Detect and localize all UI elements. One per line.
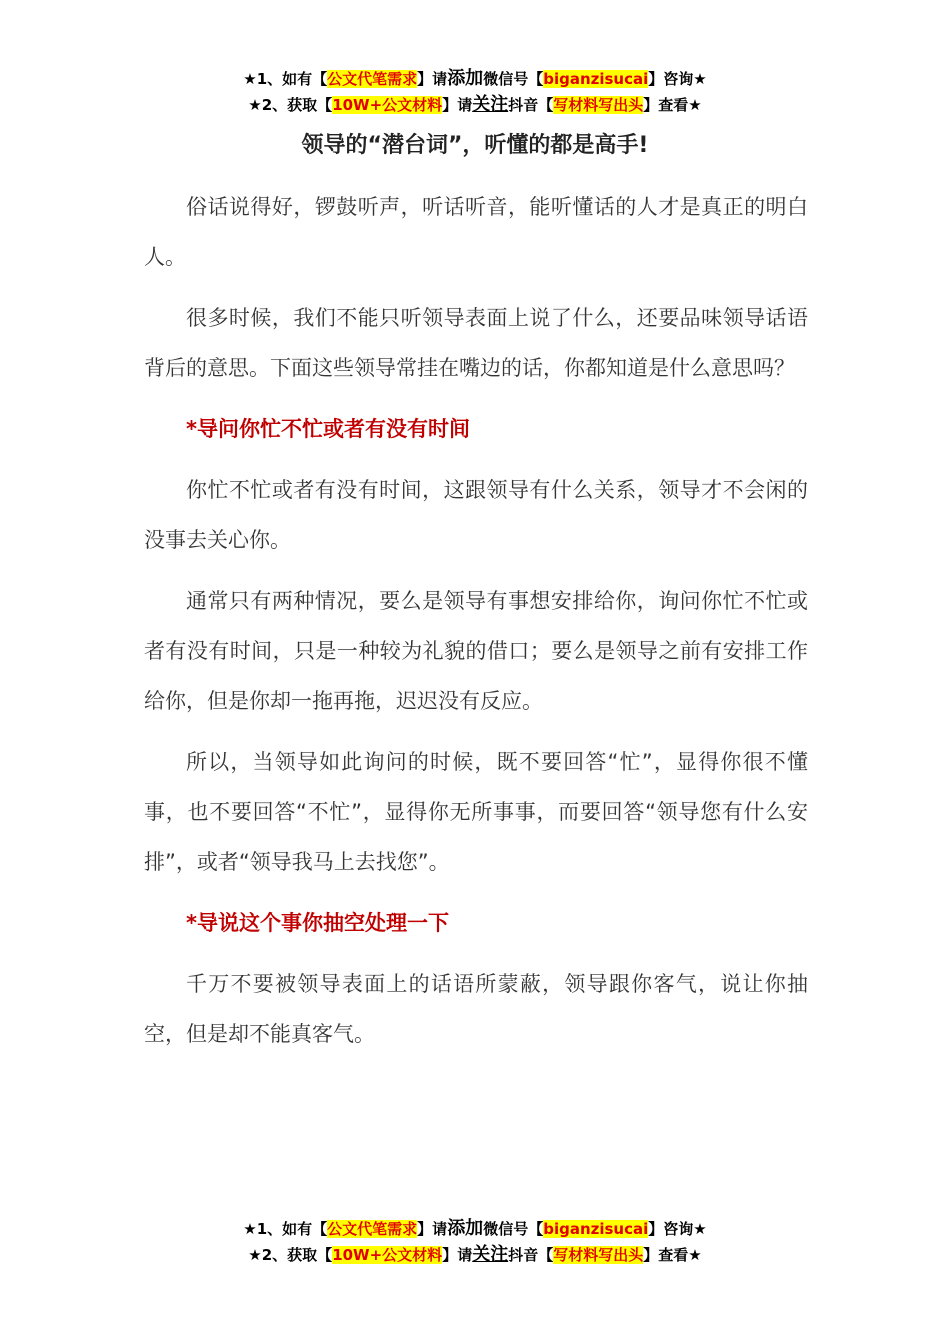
banner-text: 】请 [442, 1246, 473, 1264]
banner-text: 】查看★ [643, 1246, 702, 1264]
paragraph: 很多时候，我们不能只听领导表面上说了什么，还要品味领导话语背后的意思。下面这些领导常挂在嘴边的话，你都知道是什么意思吗？ [144, 306, 808, 380]
banner-highlight: 公文代笔需求 [327, 70, 418, 88]
document-body [144, 182, 808, 1070]
document-title: 领导的“潜台词”，听懂的都是高手! [301, 133, 649, 158]
banner-text: 微信号【 [483, 1220, 544, 1238]
banner-highlight-douyin: 写材料写出头 [553, 96, 644, 114]
paragraph: 通常只有两种情况，要么是领导有事想安排给你，询问你忙不忙或者有没有时间，只是一种较为礼貌的借口；要么是领导之前有安排工作给你，但是你却一拖再拖，迟迟没有反应。 [144, 589, 808, 713]
banner-text: ★1、如有【 [243, 1220, 328, 1238]
banner-text: 微信号【 [483, 70, 544, 88]
paragraph: 千万不要被领导表面上的话语所蒙蔽，领导跟你客气，说让你抽空，但是却不能真客气。 [144, 972, 808, 1046]
banner-line-2 [0, 92, 950, 118]
banner-highlight: 公文代笔需求 [327, 1220, 418, 1238]
banner-text: 】查看★ [643, 96, 702, 114]
banner-emphasis: 添加 [447, 1218, 484, 1239]
banner-highlight-wechat: biganzisucai [543, 70, 649, 88]
banner-text: 】请 [417, 70, 448, 88]
paragraph: 俗话说得好，锣鼓听声，听话听音，能听懂话的人才是真正的明白人。 [144, 195, 808, 269]
banner-text: 】咨询★ [648, 70, 707, 88]
paragraph: 所以，当领导如此询问的时候，既不要回答“忙”，显得你很不懂事，也不要回答“不忙”，显得你无所事事，而要回答“领导您有什么安排”，或者“领导我马上去找您”。 [144, 750, 808, 874]
banner-highlight-wechat: biganzisucai [543, 1220, 649, 1238]
banner-line-2 [0, 1242, 950, 1268]
footer-banner [0, 1216, 950, 1268]
banner-text: ★2、获取【 [248, 1246, 333, 1264]
banner-highlight-douyin: 写材料写出头 [553, 1246, 644, 1264]
paragraph: 你忙不忙或者有没有时间，这跟领导有什么关系，领导才不会闲的没事去关心你。 [144, 478, 808, 552]
banner-text: 】请 [442, 96, 473, 114]
banner-highlight: 10W+公文材料 [332, 96, 443, 114]
banner-emphasis: 关注 [472, 1244, 509, 1265]
banner-highlight: 10W+公文材料 [332, 1246, 443, 1264]
banner-emphasis: 关注 [472, 94, 509, 115]
banner-text: ★1、如有【 [243, 70, 328, 88]
banner-text: ★2、获取【 [248, 96, 333, 114]
banner-text: 】咨询★ [648, 1220, 707, 1238]
banner-line-1 [0, 1216, 950, 1242]
banner-emphasis: 添加 [447, 68, 484, 89]
section-heading: *导说这个事你抽空处理一下 [186, 911, 449, 935]
section-heading: *导问你忙不忙或者有没有时间 [186, 417, 470, 441]
banner-text: 】请 [417, 1220, 448, 1238]
banner-line-1 [0, 66, 950, 92]
banner-text: 抖音【 [508, 96, 554, 114]
header-banner [0, 66, 950, 118]
banner-text: 抖音【 [508, 1246, 554, 1264]
